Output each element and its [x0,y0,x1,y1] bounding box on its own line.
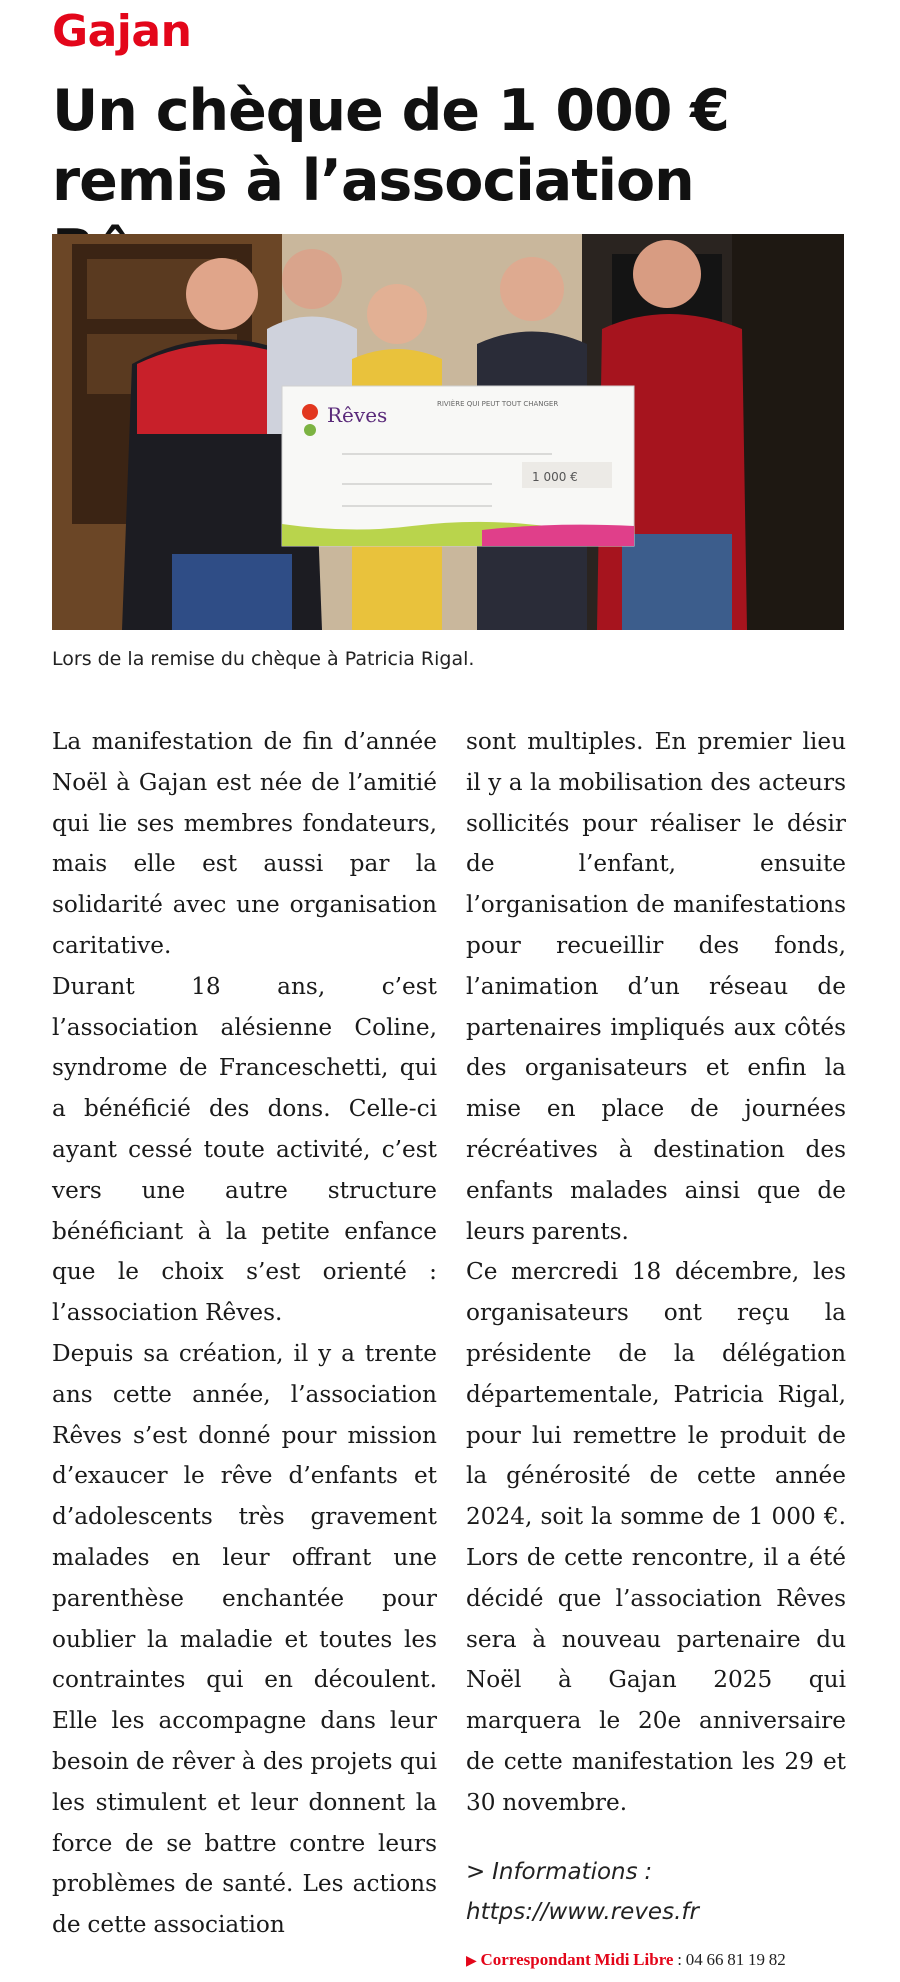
photo-caption: Lors de la remise du chèque à Patricia Rigal. [52,648,475,670]
paragraph: Depuis sa création, il y a trente ans cette année, l’association Rêves s’est donné pour mission d’exaucer le rêve d’enfants et d’adolescents très gravement malades en leur offrant une parenthèse enchantée pour oublier la maladie et toutes les contraintes qui en découlent. Elle les accompagne dans leur besoin de rêver à des projets qui les stimulent et leur donnent la force de se battre contre leurs problèmes de santé. Les actions de cette association [52,1339,437,1939]
cheque-amount: 1 000 € [532,470,578,484]
info-link[interactable]: https://www.reves.fr [466,1898,699,1925]
headline: Un chèque de 1 000 € remis à l’association [52,78,729,214]
byline-marker-icon: ▶ [466,1953,477,1969]
cheque-slogan: RIVIÈRE QUI PEUT TOUT CHANGER [437,400,559,408]
article-column-right [466,722,846,1982]
paragraph: Durant 18 ans, c’est l’association alésienne Coline, syndrome de Franceschetti, qui a bénéficié des dons. Celle-ci ayant cessé toute activité, c’est vers une autre structure bénéficiant à la petite enfance que le choix s’est orienté : l’association Rêves. [52,972,437,1327]
paragraph: Ce mercredi 18 décembre, les organisateurs ont reçu la présidente de la délégation départementale, Patricia Rigal, pour lui remettre le produit de la générosité de cette année 2024, soit la somme de 1 000 €. Lors de cette rencontre, il a été décidé que l’association Rêves sera à nouveau partenaire du Noël à Gajan 2025 qui marquera le 20e anniversaire de cette manifestation les 29 et 30 novembre. [466,1258,846,1816]
info-label: > Informations : [466,1858,653,1885]
byline-phone: : 04 66 81 19 82 [673,1949,786,1969]
section-kicker: Gajan [52,6,192,57]
info-block [466,1852,846,1932]
article-photo [52,234,844,630]
cheque-brand: Rêves [327,403,388,427]
paragraph: La manifestation de fin d’année Noël à Gajan est née de l’amitié qui lie ses membres fondateurs, mais elle est aussi par la solidarité avec une organisation caritative. [52,728,437,959]
byline-org: Correspondant Midi Libre [480,1949,674,1969]
paragraph: sont multiples. En premier lieu il y a la mobilisation des acteurs sollicités pour réaliser le désir de l’enfant, ensuite l’organisation de manifestations pour recueillir des fonds, l’animation d’un réseau de partenaires impliqués aux côtés des organisateurs et enfin la mise en place de journées récréatives à destination des enfants malades ainsi que de leurs parents. [466,728,846,1245]
photo-illustration [52,234,844,630]
byline [466,1940,846,1982]
article-column-left [52,722,437,1946]
